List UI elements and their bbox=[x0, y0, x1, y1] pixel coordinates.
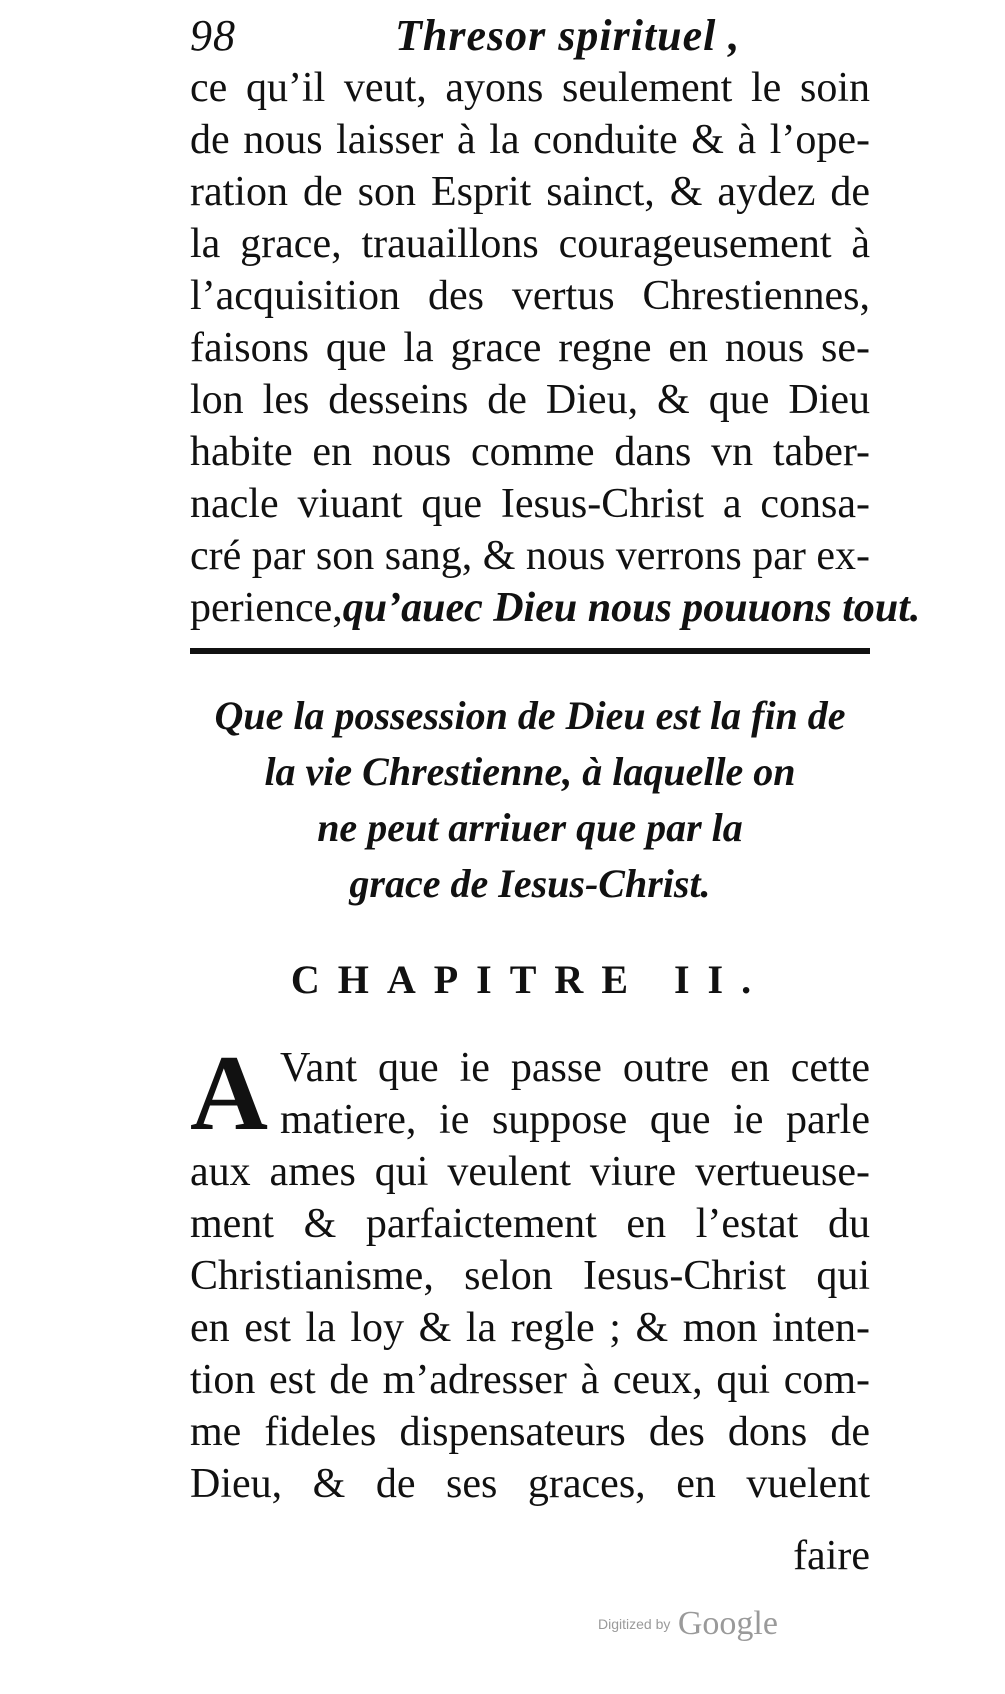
text-line: cré par son sang, & nous verrons par ex- bbox=[190, 533, 870, 579]
text-line: lon les desseins de Dieu, & que Dieu bbox=[190, 377, 870, 423]
text-line: en est la loy & la regle ; & mon inten- bbox=[190, 1305, 870, 1351]
heading-line: grace de Iesus-Christ. bbox=[349, 861, 711, 906]
final-line-roman: perience, bbox=[190, 585, 343, 631]
section-divider-rule bbox=[190, 648, 870, 654]
text-line: Dieu, & de ses graces, en vuelent bbox=[190, 1461, 870, 1507]
watermark-prefix: Digitized by bbox=[598, 1616, 671, 1632]
text-line: ment & parfaictement en l’estat du bbox=[190, 1201, 870, 1247]
text-line: tion est de m’adresser à ceux, qui com- bbox=[190, 1357, 870, 1403]
heading-line: ne peut arriuer que par la bbox=[317, 805, 743, 850]
google-logo: Google bbox=[677, 1605, 778, 1642]
text-line: matiere, ie suppose que ie parle bbox=[280, 1097, 870, 1143]
drop-cap: A bbox=[190, 1034, 268, 1153]
digitized-watermark bbox=[598, 1605, 778, 1643]
text-line: de nous laisser à la conduite & à l’ope- bbox=[190, 117, 870, 163]
running-head bbox=[190, 10, 880, 70]
text-line: nacle viuant que Iesus-Christ a consa- bbox=[190, 481, 870, 527]
section-heading bbox=[175, 688, 885, 912]
text-line: faisons que la grace regne en nous se- bbox=[190, 325, 870, 371]
heading-line: la vie Chrestienne, à laquelle on bbox=[264, 749, 796, 794]
text-line: Vant que ie passe outre en cette bbox=[280, 1045, 870, 1091]
running-title: Thresor spirituel , bbox=[395, 11, 741, 60]
text-line: habite en nous comme dans vn taber- bbox=[190, 429, 870, 475]
text-line: aux ames qui veulent viure vertueuse- bbox=[190, 1149, 870, 1195]
catchword: faire bbox=[793, 1533, 870, 1579]
text-line: ration de son Esprit sainct, & aydez de bbox=[190, 169, 870, 215]
text-line-final bbox=[190, 582, 921, 634]
chapter-title: CHAPITRE II. bbox=[290, 957, 770, 1002]
page-number: 98 bbox=[190, 11, 236, 60]
heading-line: Que la possession de Dieu est la fin de bbox=[214, 693, 846, 738]
text-line: la grace, trauaillons courageusement à bbox=[190, 221, 870, 267]
text-line: Christianisme, selon Iesus-Christ qui bbox=[190, 1253, 870, 1299]
text-line: me fideles dispensateurs des dons de bbox=[190, 1409, 870, 1455]
text-line: l’acquisition des vertus Chrestiennes, bbox=[190, 273, 870, 319]
final-line-italic: qu’auec Dieu nous pouuons tout. bbox=[342, 585, 921, 631]
chapter-paragraph bbox=[190, 1034, 870, 1510]
text-line: ce qu’il veut, ayons seulement le soin bbox=[190, 65, 870, 111]
top-paragraph bbox=[190, 62, 921, 634]
